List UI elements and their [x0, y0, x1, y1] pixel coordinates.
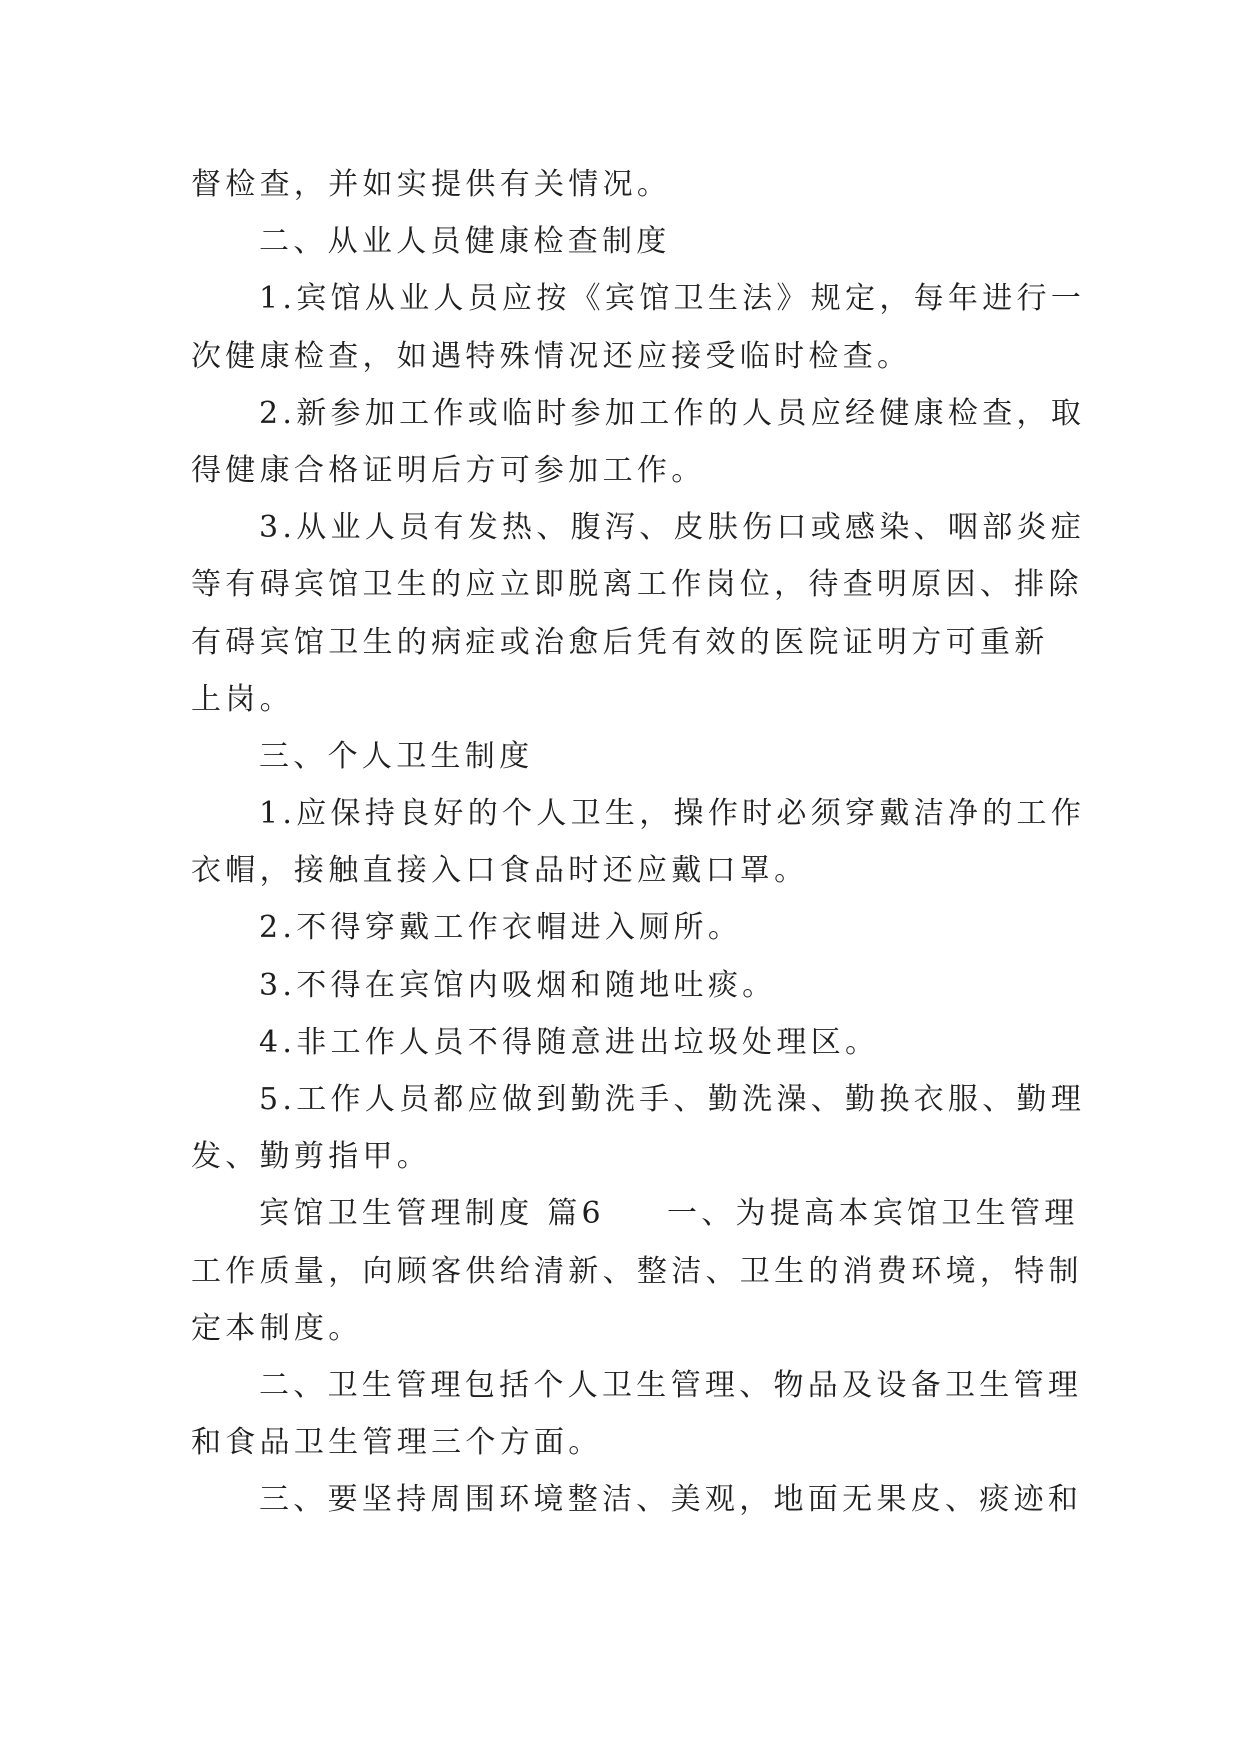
paragraph-line-9: 有碍宾馆卫生的病症或治愈后凭有效的医院证明方可重新: [191, 624, 1049, 660]
paragraph-line-5: 2.新参加工作或临时参加工作的人员应经健康检查，取: [259, 395, 1086, 431]
section-heading-2: 二、从业人员健康检查制度: [259, 224, 671, 260]
paragraph-line-15: 3.不得在宾馆内吸烟和随地吐痰。: [259, 967, 777, 1003]
paragraph-line-20: 工作质量，向顾客供给清新、整洁、卫生的消费环境，特制: [191, 1253, 1083, 1289]
article-title: 宾馆卫生管理制度 篇6: [259, 1196, 605, 1232]
paragraph-line-19-text: 一、为提高本宾馆卫生管理: [666, 1196, 1079, 1232]
paragraph-line-8: 等有碍宾馆卫生的应立即脱离工作岗位，待查明原因、排除: [191, 567, 1083, 603]
paragraph-line-16: 4.非工作人员不得随意进出垃圾处理区。: [259, 1024, 880, 1060]
paragraph-line-18: 发、勤剪指甲。: [191, 1139, 432, 1175]
paragraph-line-17: 5.工作人员都应做到勤洗手、勤洗澡、勤换衣服、勤理: [259, 1082, 1086, 1117]
paragraph-line-4: 次健康检查，如遇特殊情况还应接受临时检查。: [191, 338, 912, 374]
document-body: [191, 156, 1086, 1529]
paragraph-line-24: 三、要坚持周围环境整洁、美观，地面无果皮、痰迹和: [259, 1482, 1083, 1518]
paragraph-line-21: 定本制度。: [191, 1310, 363, 1346]
paragraph-line-7: 3.从业人员有发热、腹泻、皮肤伤口或感染、咽部炎症: [259, 510, 1086, 546]
paragraph-line-3: 1.宾馆从业人员应按《宾馆卫生法》规定，每年进行一: [259, 281, 1086, 317]
paragraph-line-14: 2.不得穿戴工作衣帽进入厕所。: [259, 910, 743, 946]
paragraph-line-13: 衣帽，接触直接入口食品时还应戴口罩。: [191, 853, 809, 889]
paragraph-line-10: 上岗。: [191, 681, 294, 717]
paragraph-line-12: 1.应保持良好的个人卫生，操作时必须穿戴洁净的工作: [259, 796, 1086, 832]
paragraph-line-22: 二、卫生管理包括个人卫生管理、物品及设备卫生管理: [259, 1367, 1083, 1403]
paragraph-line-19: [191, 1185, 1079, 1242]
paragraph-line-6: 得健康合格证明后方可参加工作。: [191, 452, 706, 488]
paragraph-line-23: 和食品卫生管理三个方面。: [191, 1425, 603, 1461]
section-heading-3: 三、个人卫生制度: [259, 738, 534, 774]
paragraph-line-1: 督检查，并如实提供有关情况。: [191, 167, 672, 202]
